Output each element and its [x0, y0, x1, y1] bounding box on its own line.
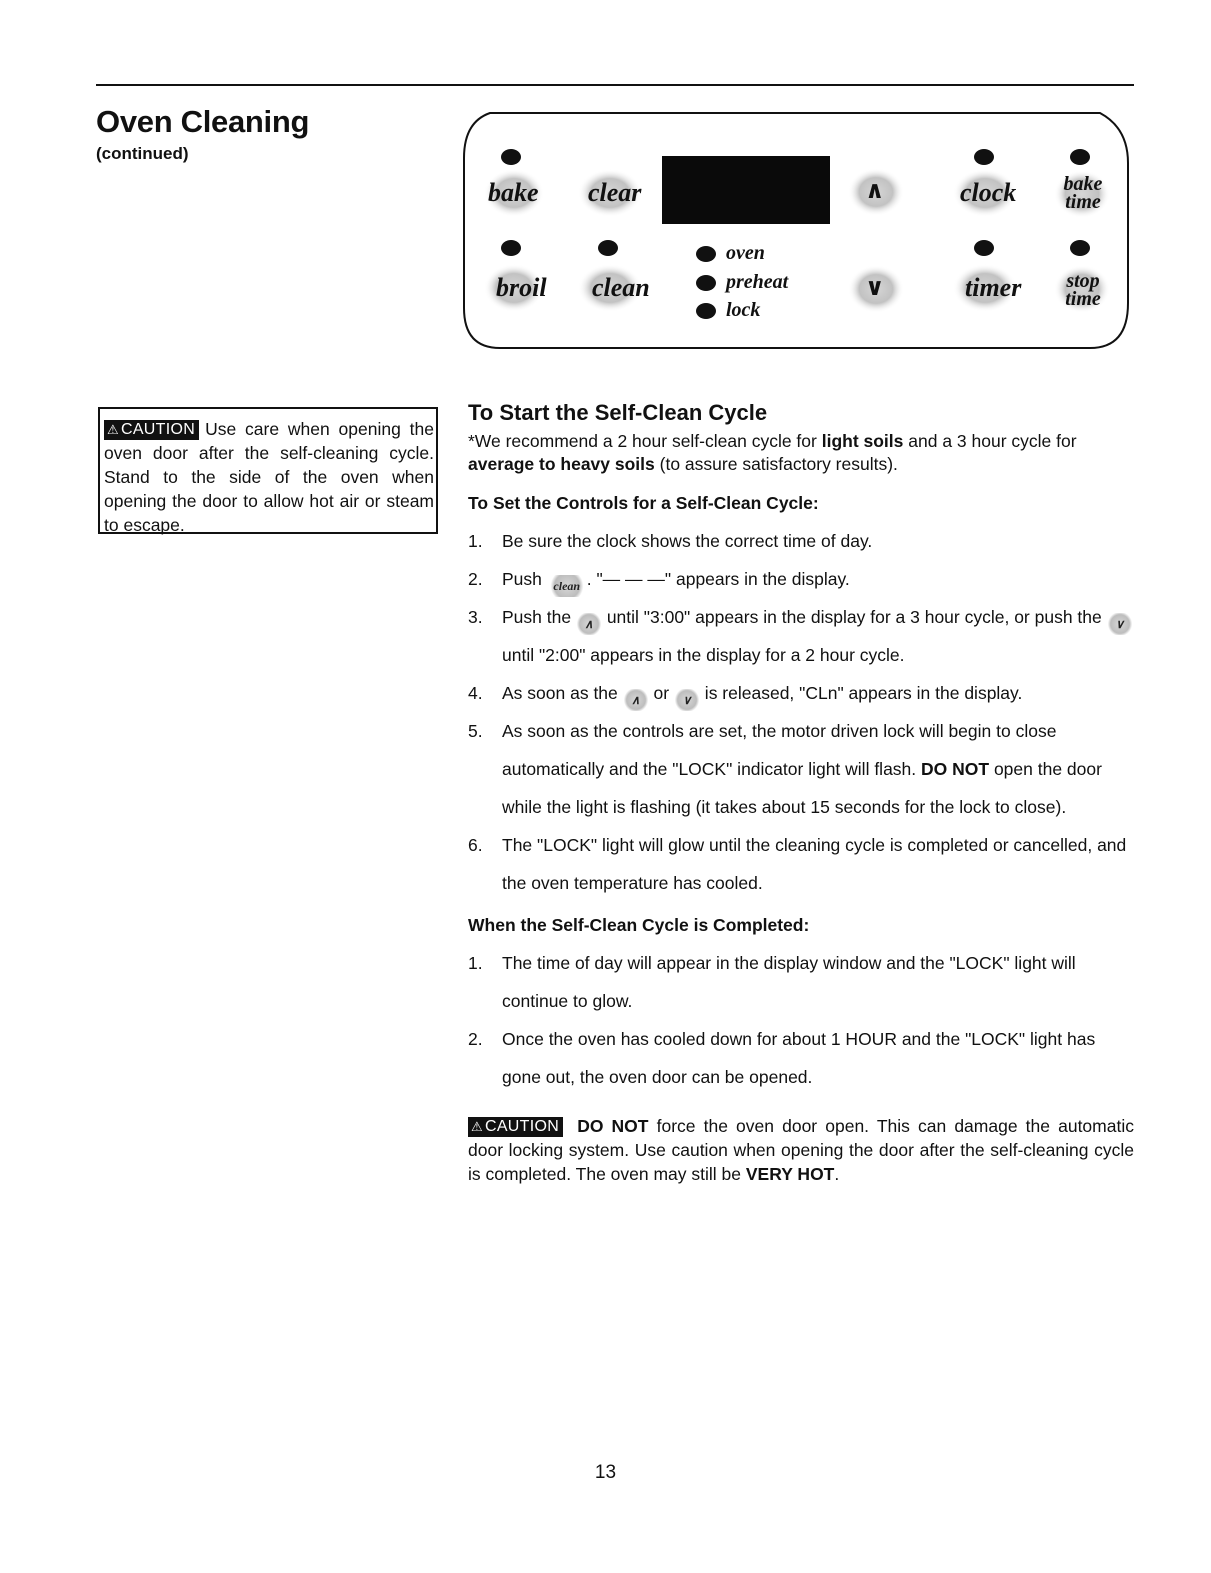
- intro-text-a: *We recommend a 2 hour self-clean cycle for: [468, 431, 822, 451]
- up-arrow-icon: ∧: [576, 613, 602, 635]
- step-text: Push the: [502, 607, 576, 627]
- caution-box-door: [98, 407, 438, 534]
- step-bold-do-not: DO NOT: [921, 759, 990, 779]
- step-number: 2.: [468, 569, 483, 589]
- step-text: As soon as the controls are set, the motor driven lock will begin to close automatically and the "LOCK" indicator light will flash.: [502, 721, 1057, 779]
- caution-badge: [468, 1117, 563, 1137]
- preheat-indicator-label: preheat: [726, 271, 789, 293]
- page-subtitle: (continued): [96, 144, 189, 163]
- section-heading-set-controls: To Set the Controls for a Self-Clean Cycle:: [468, 493, 819, 513]
- oven-control-panel: [460, 108, 1130, 353]
- step-number: 4.: [468, 683, 483, 703]
- oven-indicator-label: oven: [726, 242, 765, 264]
- list-item: [468, 712, 1134, 826]
- timer-button[interactable]: timer: [965, 273, 1022, 302]
- list-item: [468, 944, 1134, 1020]
- warning-triangle-icon: ⚠: [471, 1119, 483, 1134]
- list-item: [468, 1020, 1134, 1096]
- step-text: Be sure the clock shows the correct time of day.: [502, 531, 873, 551]
- clean-button[interactable]: clean: [592, 273, 650, 302]
- list-item: [468, 598, 1134, 674]
- broil-button[interactable]: broil: [496, 273, 547, 302]
- clock-button[interactable]: clock: [960, 178, 1017, 207]
- caution-text: Use care when opening the oven door after the self-cleaning cycle. Stand to the side of the oven when opening the door to allow hot air or steam to escape.: [104, 419, 434, 535]
- step-text: . "— — —" appears in the display.: [586, 569, 850, 589]
- step-text: or: [648, 683, 674, 703]
- intro-bold-heavy-soils: average to heavy soils: [468, 454, 655, 474]
- step-text: until "3:00" appears in the display for a 3 hour cycle, or push the: [601, 607, 1107, 627]
- page-title: Oven Cleaning: [96, 104, 310, 139]
- intro-bold-light-soils: light soils: [821, 431, 904, 451]
- bake-time-button[interactable]: bake time: [1063, 173, 1103, 213]
- step-number: 3.: [468, 607, 483, 627]
- intro-paragraph: [468, 430, 1134, 476]
- step-text: open the door while the light is flashing (it takes about 15 seconds for the lock to close).: [502, 759, 1102, 817]
- step-number: 1.: [468, 953, 483, 973]
- intro-text-e: (to assure satisfactory results).: [654, 454, 898, 474]
- step-text: The time of day will appear in the display window and the "LOCK" light will continue to glow.: [502, 953, 1076, 1011]
- completed-steps: [468, 944, 1134, 1096]
- step-number: 6.: [468, 835, 483, 855]
- caution-paragraph-bottom: [468, 1114, 1134, 1186]
- step-text: until "2:00" appears in the display for a 2 hour cycle.: [502, 645, 905, 665]
- caution-badge-text: CAUTION: [120, 421, 196, 438]
- step-number: 5.: [468, 721, 483, 741]
- list-item: [468, 522, 1134, 560]
- section-heading-start: To Start the Self-Clean Cycle: [468, 400, 768, 425]
- step-number: 1.: [468, 531, 483, 551]
- caution-badge: [104, 420, 199, 440]
- set-controls-steps: [468, 522, 1134, 902]
- clean-button-icon: clean: [547, 575, 587, 597]
- caution-badge-text: CAUTION: [484, 1118, 560, 1135]
- caution-text: force the oven door open. This can damage the automatic door locking system. Use caution when opening the door after the self-cleaning cycle is completed. The oven may still be: [468, 1116, 1134, 1184]
- down-arrow-button[interactable]: ∨: [865, 273, 885, 301]
- step-text: is released, "CLn" appears in the display.: [699, 683, 1023, 703]
- caution-bold-very-hot: VERY HOT: [745, 1164, 835, 1184]
- warning-triangle-icon: ⚠: [107, 422, 119, 437]
- list-item: [468, 560, 1134, 598]
- top-rule: [96, 84, 1134, 86]
- caution-bold-do-not: DO NOT: [577, 1116, 649, 1136]
- bake-button[interactable]: bake: [488, 178, 539, 207]
- control-panel-outline: [460, 108, 1130, 353]
- step-text: As soon as the: [502, 683, 623, 703]
- up-arrow-button[interactable]: ∧: [865, 176, 885, 204]
- step-number: 2.: [468, 1029, 483, 1049]
- lock-indicator-label: lock: [726, 299, 761, 321]
- section-heading-completed: When the Self-Clean Cycle is Completed:: [468, 915, 810, 935]
- stop-time-button[interactable]: stop time: [1065, 270, 1101, 310]
- list-item: [468, 826, 1134, 902]
- step-text: Push: [502, 569, 547, 589]
- down-arrow-icon: ∨: [1107, 613, 1133, 635]
- clear-button[interactable]: clear: [588, 178, 642, 207]
- up-arrow-icon: ∧: [623, 689, 649, 711]
- list-item: [468, 674, 1134, 712]
- main-content: [468, 402, 1134, 1186]
- page-number: 13: [594, 1462, 617, 1483]
- step-text: Once the oven has cooled down for about 1 HOUR and the "LOCK" light has gone out, the oven door can be opened.: [502, 1029, 1096, 1087]
- step-text: The "LOCK" light will glow until the cleaning cycle is completed or cancelled, and the oven temperature has cooled.: [502, 835, 1127, 893]
- caution-text-end: .: [834, 1164, 840, 1184]
- intro-text-c: and a 3 hour cycle for: [903, 431, 1077, 451]
- down-arrow-icon: ∨: [674, 689, 700, 711]
- display-window: [662, 156, 830, 224]
